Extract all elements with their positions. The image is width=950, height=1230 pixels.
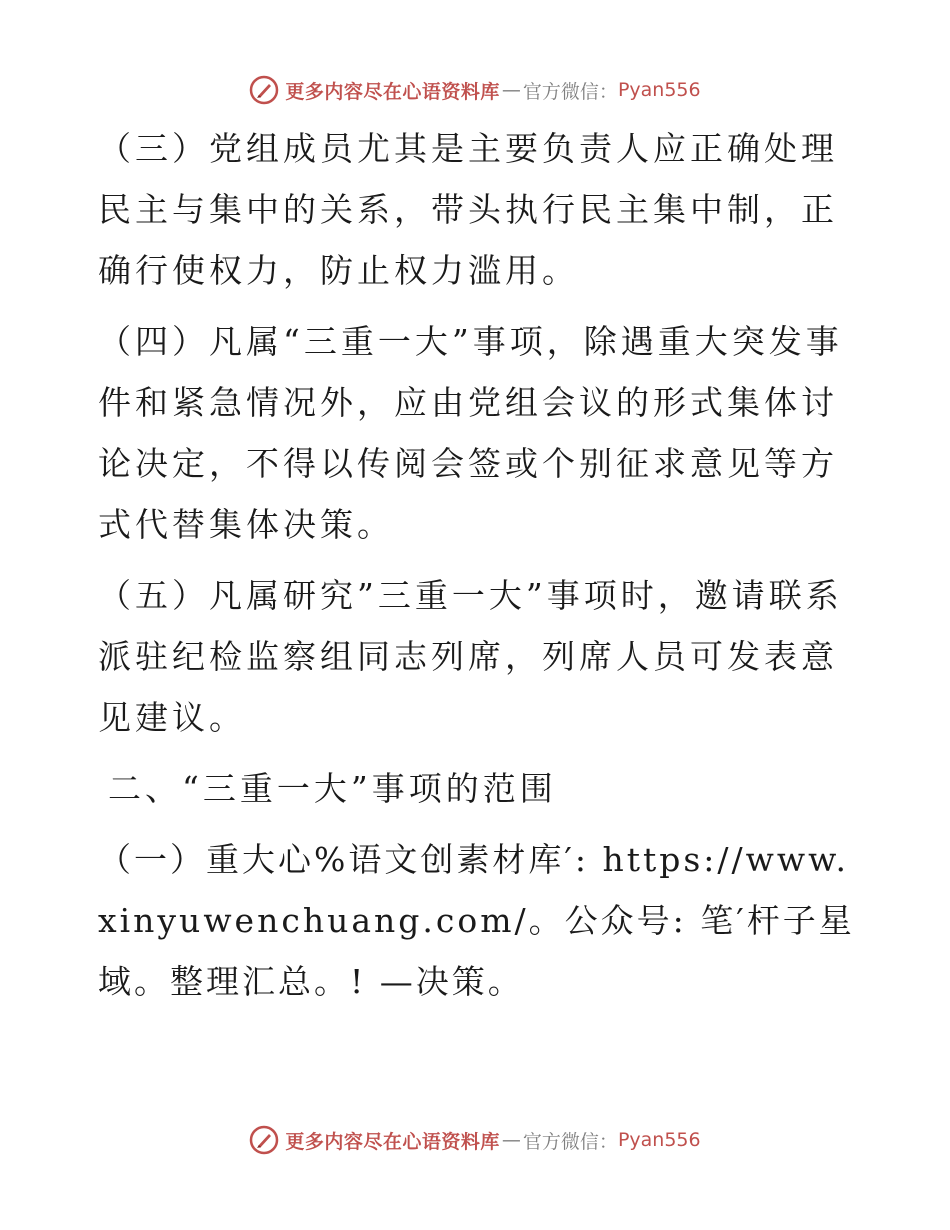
paragraph-5: （五）凡属研究”三重一大”事项时，邀请联系派驻纪检监察组同志列席，列席人员可发表意见建议。: [98, 576, 843, 737]
brand-logo-icon: [249, 1125, 279, 1155]
watermark-title: 更多内容尽在心语资料库: [285, 80, 500, 103]
paragraph-3: （三）党组成员尤其是主要负责人应正确处理民主与集中的关系，带头执行民主集中制，正确行使权力，防止权力滥用。: [98, 129, 838, 290]
watermark-title: 更多内容尽在心语资料库: [285, 1130, 500, 1153]
document-body: [98, 118, 858, 1022]
watermark-wechat-id: Pyan556: [617, 1129, 701, 1151]
paragraph-section2-1: （一）重大心%语文创素材库′: https://www.xinyuwenchuang.com/。公众号: 笔′杆子星域。整理汇总。! —决策。: [98, 840, 855, 1001]
watermark-wechat-id: Pyan556: [617, 79, 701, 101]
header-watermark: [0, 70, 950, 110]
brand-logo-icon: [249, 75, 279, 105]
watermark-wechat-label: 官方微信：: [522, 80, 618, 103]
footer-watermark: [0, 1120, 950, 1160]
watermark-wechat-label: 官方微信：: [522, 1130, 618, 1153]
watermark-separator: —: [501, 1129, 521, 1151]
paragraph-4: （四）凡属“三重一大”事项，除遇重大突发事件和紧急情况外，应由党组会议的形式集体讨论决定，不得以传阅会签或个别征求意见等方式代替集体决策。: [98, 322, 843, 544]
section-heading: 二、“三重一大”事项的范围: [108, 769, 557, 808]
watermark-separator: —: [501, 79, 521, 101]
